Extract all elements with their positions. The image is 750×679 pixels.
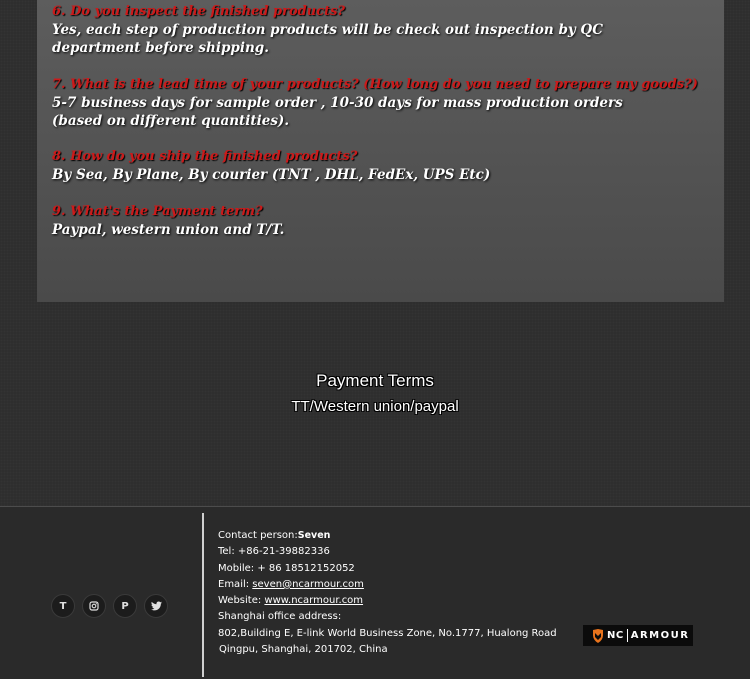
payment-terms-subtitle: TT/Western union/paypal xyxy=(291,398,459,415)
faq-answer: Paypal, western union and T/T. xyxy=(52,222,285,238)
logo-separator xyxy=(627,629,628,642)
faq-item-9 xyxy=(52,203,652,239)
email-link[interactable]: seven@ncarmour.com xyxy=(252,578,364,590)
instagram-glyph xyxy=(89,601,99,611)
pinterest-icon[interactable] xyxy=(113,594,137,618)
address-label: Shanghai office address: xyxy=(218,611,342,623)
contact-person-label: Contact person: xyxy=(218,530,298,541)
faq-item-6 xyxy=(52,3,652,57)
contact-info xyxy=(218,528,557,658)
logo-armour-text: ARMOUR xyxy=(630,630,690,641)
pinterest-letter: P xyxy=(121,600,129,612)
ncarmour-logo xyxy=(583,625,693,646)
t-social-icon[interactable] xyxy=(51,594,75,618)
faq-question: 6. Do you inspect the finished products? xyxy=(52,4,346,19)
address-line-2: Qingpu, Shanghai, 201702, China xyxy=(219,644,388,656)
instagram-icon[interactable] xyxy=(82,594,106,618)
faq-item-8 xyxy=(52,148,652,184)
footer-divider xyxy=(202,513,204,677)
website-label: Website: xyxy=(218,595,265,607)
logo-nc-text: NC xyxy=(607,630,624,641)
contact-person-name: Seven xyxy=(297,530,331,541)
faq-question: 9. What's the Payment term? xyxy=(52,204,263,219)
twitter-glyph xyxy=(151,601,162,611)
faq-question: 7. What is the lead time of your products? (How long do you need to prepare my goods?) xyxy=(52,77,698,92)
t-letter: T xyxy=(59,600,67,612)
contact-person xyxy=(218,528,557,544)
website-link[interactable]: www.ncarmour.com xyxy=(264,595,364,607)
faq-answer: 5-7 business days for sample order , 10-30 days for mass production orders (based on different quantities). xyxy=(52,95,623,129)
faq-answer: By Sea, By Plane, By courier (TNT , DHL, FedEx, UPS Etc) xyxy=(52,167,491,183)
address-line-1: 802,Building E, E-link World Business Zone, No.1777, Hualong Road xyxy=(218,627,557,639)
contact-website-row xyxy=(218,593,557,609)
payment-terms-title: Payment Terms xyxy=(316,371,434,390)
contact-mobile: Mobile: + 86 18512152052 xyxy=(218,562,355,574)
footer xyxy=(0,506,750,679)
twitter-icon[interactable] xyxy=(144,594,168,618)
email-label: Email: xyxy=(218,578,253,590)
contact-email-row xyxy=(218,577,557,593)
social-links xyxy=(51,594,168,618)
faq-question: 8. How do you ship the finished products? xyxy=(52,149,358,164)
contact-tel: Tel: +86-21-39882336 xyxy=(218,546,330,558)
faq-item-7 xyxy=(52,76,698,130)
shield-icon xyxy=(591,625,605,646)
faq-answer: Yes, each step of production products will be check out inspection by QC department before shipping. xyxy=(52,22,603,56)
